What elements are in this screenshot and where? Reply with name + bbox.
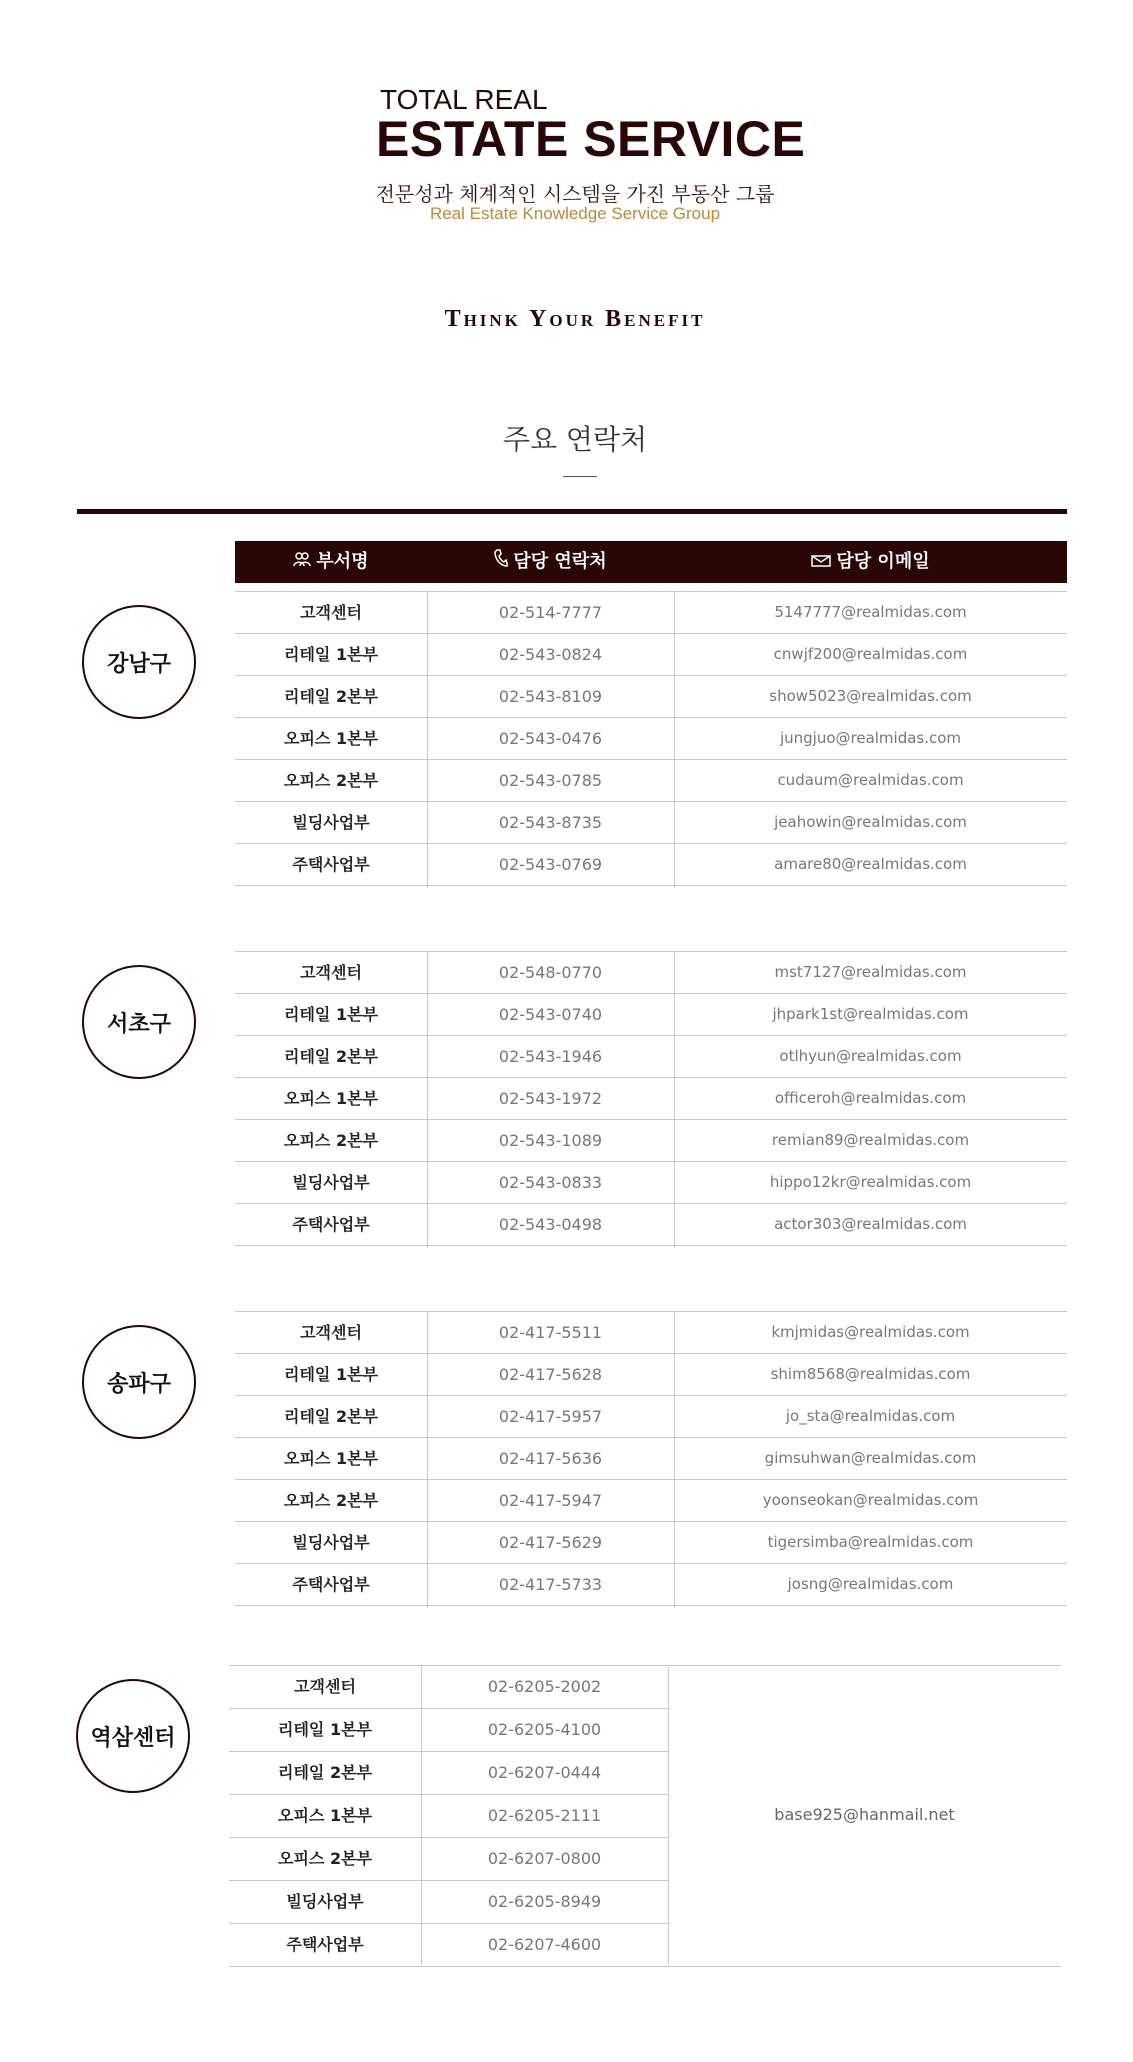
- tel-cell[interactable]: 02-6207-0800: [487, 1849, 602, 1868]
- header-tel-label: 담당 연락처: [513, 551, 607, 572]
- tel-cell[interactable]: 02-417-5628: [498, 1365, 603, 1384]
- tel-cell[interactable]: 02-543-1089: [498, 1131, 603, 1150]
- dept-cell: 리테일 2본부: [284, 1047, 378, 1066]
- mail-cell[interactable]: mst7127@realmidas.com: [774, 963, 967, 981]
- dept-cell: 리테일 2본부: [284, 1407, 378, 1426]
- tel-cell[interactable]: 02-6207-0444: [487, 1763, 602, 1782]
- dept-cell: 리테일 2본부: [278, 1763, 372, 1782]
- dept-cell: 오피스 1본부: [284, 1449, 378, 1468]
- table-row: [235, 592, 1067, 634]
- contact-table: [235, 951, 1067, 1248]
- region-badge: 강남구: [82, 605, 196, 719]
- dept-cell: 빌딩사업부: [286, 1892, 364, 1911]
- dept-cell: 주택사업부: [292, 855, 370, 874]
- table-row: [235, 1312, 1067, 1354]
- mail-cell[interactable]: 5147777@realmidas.com: [774, 603, 967, 621]
- mail-cell[interactable]: amare80@realmidas.com: [774, 855, 967, 873]
- mail-cell[interactable]: josng@realmidas.com: [787, 1575, 954, 1593]
- tel-cell[interactable]: 02-6205-2002: [487, 1677, 602, 1696]
- contact-table: [229, 1665, 1061, 1965]
- tel-cell[interactable]: 02-543-1946: [498, 1047, 603, 1066]
- tel-cell[interactable]: 02-543-8735: [498, 813, 603, 832]
- table-row: [235, 634, 1067, 676]
- tel-cell[interactable]: 02-417-5511: [498, 1323, 603, 1342]
- dept-cell: 오피스 1본부: [278, 1806, 372, 1825]
- tagline-korean: 전문성과 체계적인 시스템을 가진 부동산 그룹: [375, 182, 775, 206]
- table-row: [229, 1838, 668, 1881]
- tel-cell[interactable]: 02-6207-4600: [487, 1935, 602, 1954]
- contact-table: [235, 591, 1067, 888]
- dept-cell: 리테일 1본부: [284, 1365, 378, 1384]
- dept-cell: 오피스 1본부: [284, 1089, 378, 1108]
- tel-cell[interactable]: 02-543-0740: [498, 1005, 603, 1024]
- dept-cell: 리테일 1본부: [284, 645, 378, 664]
- mail-cell[interactable]: remian89@realmidas.com: [771, 1131, 970, 1149]
- table-row: [229, 1709, 668, 1752]
- region-badge: 역삼센터: [76, 1679, 190, 1793]
- tel-cell[interactable]: 02-417-5957: [498, 1407, 603, 1426]
- mail-cell[interactable]: yoonseokan@realmidas.com: [762, 1491, 979, 1509]
- section-divider: [77, 509, 1067, 514]
- tel-cell[interactable]: 02-543-0785: [498, 771, 603, 790]
- tel-cell[interactable]: 02-6205-4100: [487, 1720, 602, 1739]
- mail-cell[interactable]: cudaum@realmidas.com: [777, 771, 964, 789]
- mail-cell[interactable]: kmjmidas@realmidas.com: [771, 1323, 970, 1341]
- tel-cell[interactable]: 02-548-0770: [498, 963, 603, 982]
- dept-cell: 리테일 1본부: [284, 1005, 378, 1024]
- dept-cell: 고객센터: [300, 963, 362, 982]
- group-people-icon: [293, 541, 311, 583]
- table-row: [229, 1666, 668, 1709]
- mail-cell[interactable]: hippo12kr@realmidas.com: [769, 1173, 972, 1191]
- tel-cell[interactable]: 02-543-0833: [498, 1173, 603, 1192]
- tagline-english: Real Estate Knowledge Service Group: [429, 204, 721, 223]
- dept-cell: 주택사업부: [286, 1935, 364, 1954]
- table-row: [235, 676, 1067, 718]
- section-title-underline: [563, 476, 597, 477]
- header-dept-label: 부서명: [316, 551, 369, 572]
- tel-cell[interactable]: 02-543-0769: [498, 855, 603, 874]
- table-row: [235, 1036, 1067, 1078]
- tel-cell[interactable]: 02-6205-2111: [487, 1806, 602, 1825]
- table-row: [235, 1354, 1067, 1396]
- mail-cell[interactable]: jhpark1st@realmidas.com: [772, 1005, 969, 1023]
- mail-cell[interactable]: actor303@realmidas.com: [774, 1215, 967, 1233]
- logo-line-1: TOTAL REAL: [380, 84, 548, 115]
- table-row: [235, 1564, 1067, 1606]
- mail-cell[interactable]: shim8568@realmidas.com: [770, 1365, 971, 1383]
- table-row: [229, 1752, 668, 1795]
- slogan: Think Your Benefit: [444, 306, 706, 332]
- tel-cell[interactable]: 02-417-5629: [498, 1533, 603, 1552]
- mail-cell[interactable]: jeahowin@realmidas.com: [774, 813, 967, 831]
- tel-cell[interactable]: 02-6205-8949: [487, 1892, 602, 1911]
- tel-cell[interactable]: 02-417-5947: [498, 1491, 603, 1510]
- mail-cell[interactable]: jo_sta@realmidas.com: [785, 1407, 956, 1425]
- dept-cell: 리테일 1본부: [278, 1720, 372, 1739]
- header-mail-label: 담당 이메일: [836, 551, 930, 572]
- dept-cell: 빌딩사업부: [292, 1533, 370, 1552]
- table-row: [235, 718, 1067, 760]
- table-row: [235, 1480, 1067, 1522]
- region-badge: 서초구: [82, 965, 196, 1079]
- tel-cell[interactable]: 02-417-5636: [498, 1449, 603, 1468]
- tel-cell[interactable]: 02-543-1972: [498, 1089, 603, 1108]
- dept-cell: 주택사업부: [292, 1215, 370, 1234]
- table-row: [235, 1522, 1067, 1564]
- mail-cell[interactable]: tigersimba@realmidas.com: [767, 1533, 974, 1551]
- section-title: 주요 연락처: [502, 423, 648, 456]
- table-row: [235, 1120, 1067, 1162]
- table-row: [229, 1924, 668, 1967]
- tel-cell[interactable]: 02-543-0498: [498, 1215, 603, 1234]
- dept-cell: 리테일 2본부: [284, 687, 378, 706]
- mail-cell[interactable]: otlhyun@realmidas.com: [779, 1047, 962, 1065]
- dept-cell: 오피스 2본부: [278, 1849, 372, 1868]
- table-row: [235, 844, 1067, 886]
- phone-icon: [494, 541, 508, 583]
- tel-cell[interactable]: 02-543-8109: [498, 687, 603, 706]
- table-row: [235, 1162, 1067, 1204]
- dept-cell: 빌딩사업부: [292, 813, 370, 832]
- dept-cell: 고객센터: [300, 603, 362, 622]
- header-mail: [674, 541, 1067, 583]
- mail-cell[interactable]: gimsuhwan@realmidas.com: [764, 1449, 977, 1467]
- dept-cell: 고객센터: [294, 1677, 356, 1696]
- dept-cell: 오피스 2본부: [284, 771, 378, 790]
- table-row: [235, 952, 1067, 994]
- envelope-icon: [811, 541, 831, 583]
- table-row: [235, 802, 1067, 844]
- dept-cell: 주택사업부: [292, 1575, 370, 1594]
- table-row: [229, 1795, 668, 1838]
- tel-cell[interactable]: 02-417-5733: [498, 1575, 603, 1594]
- tel-cell[interactable]: 02-543-0476: [498, 729, 603, 748]
- shared-mail-cell[interactable]: base925@hanmail.net: [774, 1805, 955, 1824]
- tel-cell[interactable]: 02-514-7777: [498, 603, 603, 622]
- mail-cell[interactable]: officeroh@realmidas.com: [774, 1089, 967, 1107]
- table-row: [235, 760, 1067, 802]
- table-row: [235, 1204, 1067, 1246]
- contact-table: [235, 1311, 1067, 1608]
- header-dept: [235, 541, 427, 583]
- logo-line-2: ESTATE SERVICE: [376, 111, 806, 167]
- dept-cell: 빌딩사업부: [292, 1173, 370, 1192]
- table-row: [229, 1881, 668, 1924]
- table-row: [235, 994, 1067, 1036]
- tel-cell[interactable]: 02-543-0824: [498, 645, 603, 664]
- dept-cell: 오피스 2본부: [284, 1131, 378, 1150]
- table-row: [235, 1438, 1067, 1480]
- region-badge: 송파구: [82, 1325, 196, 1439]
- mail-cell[interactable]: cnwjf200@realmidas.com: [773, 645, 968, 663]
- table-row: [235, 1078, 1067, 1120]
- table-row: [235, 1396, 1067, 1438]
- mail-cell[interactable]: jungjuo@realmidas.com: [779, 729, 962, 747]
- header-tel: [427, 541, 674, 583]
- dept-cell: 오피스 2본부: [284, 1491, 378, 1510]
- mail-cell[interactable]: show5023@realmidas.com: [769, 687, 972, 705]
- contact-table-header: [235, 541, 1067, 583]
- dept-cell: 고객센터: [300, 1323, 362, 1342]
- dept-cell: 오피스 1본부: [284, 729, 378, 748]
